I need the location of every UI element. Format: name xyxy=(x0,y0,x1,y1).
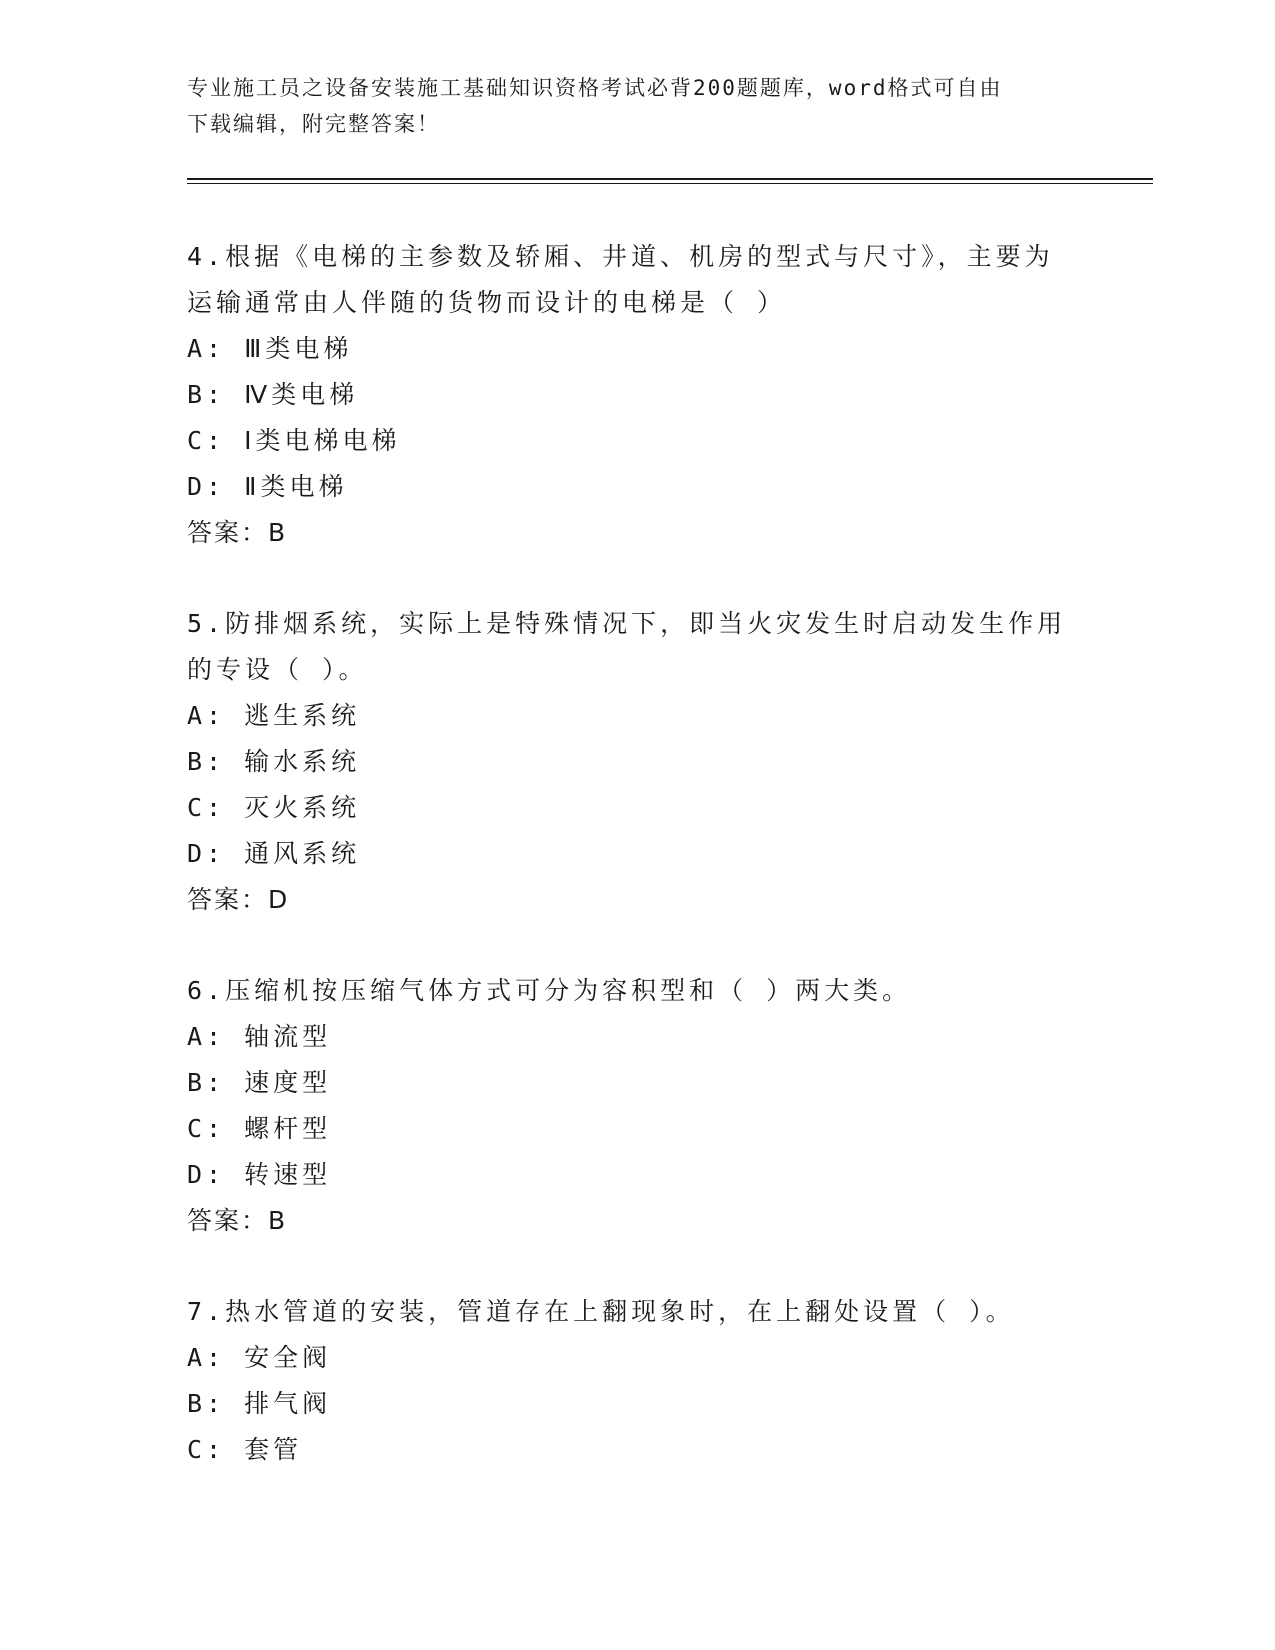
question-text-line: 运输通常由人伴随的货物而设计的电梯是（ ） xyxy=(187,288,787,317)
question-7 xyxy=(187,1289,1087,1473)
header-divider-thin xyxy=(187,183,1153,184)
answer: 答案：D xyxy=(187,885,290,914)
header-line-1: 专业施工员之设备安装施工基础知识资格考试必背200题题库，word格式可自由 xyxy=(187,76,1003,100)
question-5 xyxy=(187,601,1087,923)
option-a: A: 逃生系统 xyxy=(187,701,361,730)
question-spacer xyxy=(187,556,1087,601)
option-c: C: 套管 xyxy=(187,1435,303,1464)
document-header xyxy=(187,70,1087,142)
option-b: B: 排气阀 xyxy=(187,1389,332,1418)
option-b: B: Ⅳ类电梯 xyxy=(187,380,359,409)
option-b: B: 速度型 xyxy=(187,1068,332,1097)
question-text-line: 5.防排烟系统，实际上是特殊情况下，即当火灾发生时启动发生作用 xyxy=(187,609,1067,638)
header-line-2: 下载编辑，附完整答案！ xyxy=(187,112,440,136)
option-d: D: Ⅱ类电梯 xyxy=(187,472,348,501)
option-c: C: 螺杆型 xyxy=(187,1114,332,1143)
question-4 xyxy=(187,234,1087,556)
option-a: A: 安全阀 xyxy=(187,1343,332,1372)
option-c: C: Ⅰ类电梯电梯 xyxy=(187,426,401,455)
option-a: A: Ⅲ类电梯 xyxy=(187,334,353,363)
question-text-line: 的专设（ ）。 xyxy=(187,655,368,684)
answer: 答案：B xyxy=(187,518,288,547)
question-text-line: 7.热水管道的安装，管道存在上翻现象时，在上翻处设置（ ）。 xyxy=(187,1297,1015,1326)
question-text-line: 6.压缩机按压缩气体方式可分为容积型和（ ）两大类。 xyxy=(187,976,912,1005)
answer: 答案：B xyxy=(187,1206,288,1235)
option-d: D: 转速型 xyxy=(187,1160,332,1189)
option-c: C: 灭火系统 xyxy=(187,793,361,822)
question-text-line: 4.根据《电梯的主参数及轿厢、井道、机房的型式与尺寸》，主要为 xyxy=(187,242,1054,271)
header-divider-thick xyxy=(187,178,1153,180)
question-spacer xyxy=(187,1244,1087,1289)
question-list xyxy=(187,234,1087,1473)
question-6 xyxy=(187,968,1087,1244)
option-d: D: 通风系统 xyxy=(187,839,361,868)
option-b: B: 输水系统 xyxy=(187,747,361,776)
question-spacer xyxy=(187,923,1087,968)
option-a: A: 轴流型 xyxy=(187,1022,332,1051)
